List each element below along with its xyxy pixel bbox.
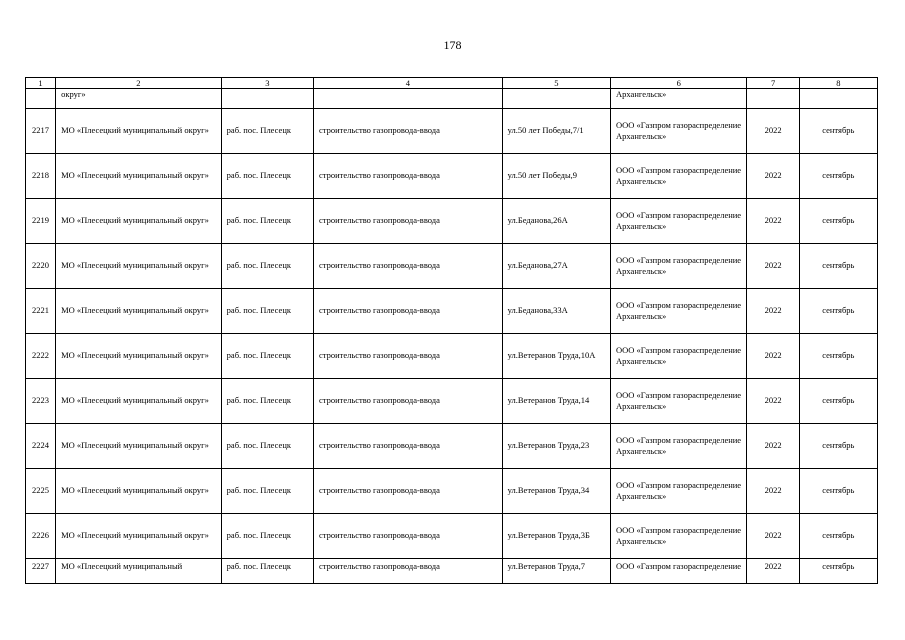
organization-cell: ООО «Газпром газораспределение Архангельск» bbox=[611, 244, 747, 289]
year-cell: 2022 bbox=[747, 514, 799, 559]
organization-cell: ООО «Газпром газораспределение bbox=[611, 559, 747, 584]
settlement-cell: раб. пос. Плесецк bbox=[221, 514, 313, 559]
column-header: 7 bbox=[747, 78, 799, 89]
organization-cell: ООО «Газпром газораспределение Архангельск» bbox=[611, 154, 747, 199]
address-cell: ул.Ветеранов Труда,10А bbox=[502, 334, 610, 379]
continuation-mo-cell: округ» bbox=[56, 89, 222, 109]
column-number-header bbox=[26, 78, 878, 89]
work-type-cell: строительство газопровода-ввода bbox=[313, 244, 502, 289]
row-number-cell: 2223 bbox=[26, 379, 56, 424]
address-cell: ул.Ветеранов Труда,23 bbox=[502, 424, 610, 469]
municipality-cell: МО «Плесецкий муниципальный округ» bbox=[56, 379, 222, 424]
table-row bbox=[26, 469, 878, 514]
municipality-cell: МО «Плесецкий муниципальный округ» bbox=[56, 334, 222, 379]
column-header: 2 bbox=[56, 78, 222, 89]
year-cell: 2022 bbox=[747, 199, 799, 244]
settlement-cell: раб. пос. Плесецк bbox=[221, 199, 313, 244]
address-cell: ул.Беданова,27А bbox=[502, 244, 610, 289]
year-cell: 2022 bbox=[747, 334, 799, 379]
row-number-cell: 2224 bbox=[26, 424, 56, 469]
table-row bbox=[26, 199, 878, 244]
organization-cell: ООО «Газпром газораспределение Архангельск» bbox=[611, 289, 747, 334]
work-type-cell: строительство газопровода-ввода bbox=[313, 559, 502, 584]
organization-cell: ООО «Газпром газораспределение Архангельск» bbox=[611, 514, 747, 559]
table-row bbox=[26, 379, 878, 424]
row-number-cell: 2218 bbox=[26, 154, 56, 199]
table-row bbox=[26, 559, 878, 584]
year-cell: 2022 bbox=[747, 469, 799, 514]
table-row bbox=[26, 514, 878, 559]
month-cell: сентябрь bbox=[799, 379, 877, 424]
column-header: 5 bbox=[502, 78, 610, 89]
settlement-cell: раб. пос. Плесецк bbox=[221, 424, 313, 469]
year-cell: 2022 bbox=[747, 559, 799, 584]
work-type-cell: строительство газопровода-ввода bbox=[313, 469, 502, 514]
row-number-cell: 2220 bbox=[26, 244, 56, 289]
year-cell: 2022 bbox=[747, 154, 799, 199]
municipality-cell: МО «Плесецкий муниципальный округ» bbox=[56, 469, 222, 514]
continuation-org-cell: Архангельск» bbox=[611, 89, 747, 109]
page-number: 178 bbox=[443, 38, 462, 52]
address-cell: ул.Беданова,26А bbox=[502, 199, 610, 244]
municipality-cell: МО «Плесецкий муниципальный округ» bbox=[56, 289, 222, 334]
address-cell: ул.Ветеранов Труда,7 bbox=[502, 559, 610, 584]
work-type-cell: строительство газопровода-ввода bbox=[313, 154, 502, 199]
year-cell: 2022 bbox=[747, 244, 799, 289]
month-cell: сентябрь bbox=[799, 559, 877, 584]
municipality-cell: МО «Плесецкий муниципальный округ» bbox=[56, 154, 222, 199]
organization-cell: ООО «Газпром газораспределение Архангельск» bbox=[611, 469, 747, 514]
row-number-cell: 2221 bbox=[26, 289, 56, 334]
organization-cell: ООО «Газпром газораспределение Архангельск» bbox=[611, 424, 747, 469]
municipality-cell: МО «Плесецкий муниципальный округ» bbox=[56, 199, 222, 244]
organization-cell: ООО «Газпром газораспределение Архангельск» bbox=[611, 199, 747, 244]
address-cell: ул.50 лет Победы,7/1 bbox=[502, 109, 610, 154]
row-number-cell: 2225 bbox=[26, 469, 56, 514]
column-header: 6 bbox=[611, 78, 747, 89]
municipality-cell: МО «Плесецкий муниципальный округ» bbox=[56, 244, 222, 289]
month-cell: сентябрь bbox=[799, 424, 877, 469]
work-type-cell: строительство газопровода-ввода bbox=[313, 514, 502, 559]
organization-cell: ООО «Газпром газораспределение Архангельск» bbox=[611, 379, 747, 424]
table-row bbox=[26, 109, 878, 154]
row-number-cell: 2222 bbox=[26, 334, 56, 379]
month-cell: сентябрь bbox=[799, 244, 877, 289]
year-cell: 2022 bbox=[747, 109, 799, 154]
row-number-cell: 2219 bbox=[26, 199, 56, 244]
address-cell: ул.Ветеранов Труда,14 bbox=[502, 379, 610, 424]
work-type-cell: строительство газопровода-ввода bbox=[313, 379, 502, 424]
month-cell: сентябрь bbox=[799, 469, 877, 514]
month-cell: сентябрь bbox=[799, 289, 877, 334]
year-cell: 2022 bbox=[747, 424, 799, 469]
municipality-cell: МО «Плесецкий муниципальный округ» bbox=[56, 514, 222, 559]
column-header: 1 bbox=[26, 78, 56, 89]
address-cell: ул.Ветеранов Труда,3Б bbox=[502, 514, 610, 559]
settlement-cell: раб. пос. Плесецк bbox=[221, 154, 313, 199]
work-type-cell: строительство газопровода-ввода bbox=[313, 424, 502, 469]
column-header: 4 bbox=[313, 78, 502, 89]
work-type-cell: строительство газопровода-ввода bbox=[313, 109, 502, 154]
municipality-cell: МО «Плесецкий муниципальный bbox=[56, 559, 222, 584]
address-cell: ул.Беданова,33А bbox=[502, 289, 610, 334]
month-cell: сентябрь bbox=[799, 334, 877, 379]
row-number-cell: 2217 bbox=[26, 109, 56, 154]
continuation-row bbox=[26, 89, 878, 109]
address-cell: ул.Ветеранов Труда,34 bbox=[502, 469, 610, 514]
column-header: 8 bbox=[799, 78, 877, 89]
settlement-cell: раб. пос. Плесецк bbox=[221, 559, 313, 584]
organization-cell: ООО «Газпром газораспределение Архангельск» bbox=[611, 334, 747, 379]
month-cell: сентябрь bbox=[799, 109, 877, 154]
table-row bbox=[26, 334, 878, 379]
column-header: 3 bbox=[221, 78, 313, 89]
organization-cell: ООО «Газпром газораспределение Архангельск» bbox=[611, 109, 747, 154]
table-row bbox=[26, 424, 878, 469]
table-row bbox=[26, 154, 878, 199]
address-cell: ул.50 лет Победы,9 bbox=[502, 154, 610, 199]
work-type-cell: строительство газопровода-ввода bbox=[313, 289, 502, 334]
month-cell: сентябрь bbox=[799, 154, 877, 199]
year-cell: 2022 bbox=[747, 379, 799, 424]
settlement-cell: раб. пос. Плесецк bbox=[221, 289, 313, 334]
work-type-cell: строительство газопровода-ввода bbox=[313, 334, 502, 379]
municipality-cell: МО «Плесецкий муниципальный округ» bbox=[56, 109, 222, 154]
settlement-cell: раб. пос. Плесецк bbox=[221, 109, 313, 154]
works-table bbox=[25, 77, 878, 584]
table-row bbox=[26, 244, 878, 289]
month-cell: сентябрь bbox=[799, 514, 877, 559]
settlement-cell: раб. пос. Плесецк bbox=[221, 379, 313, 424]
row-number-cell: 2227 bbox=[26, 559, 56, 584]
settlement-cell: раб. пос. Плесецк bbox=[221, 244, 313, 289]
month-cell: сентябрь bbox=[799, 199, 877, 244]
municipality-cell: МО «Плесецкий муниципальный округ» bbox=[56, 424, 222, 469]
year-cell: 2022 bbox=[747, 289, 799, 334]
settlement-cell: раб. пос. Плесецк bbox=[221, 334, 313, 379]
settlement-cell: раб. пос. Плесецк bbox=[221, 469, 313, 514]
table-row bbox=[26, 289, 878, 334]
row-number-cell: 2226 bbox=[26, 514, 56, 559]
work-type-cell: строительство газопровода-ввода bbox=[313, 199, 502, 244]
